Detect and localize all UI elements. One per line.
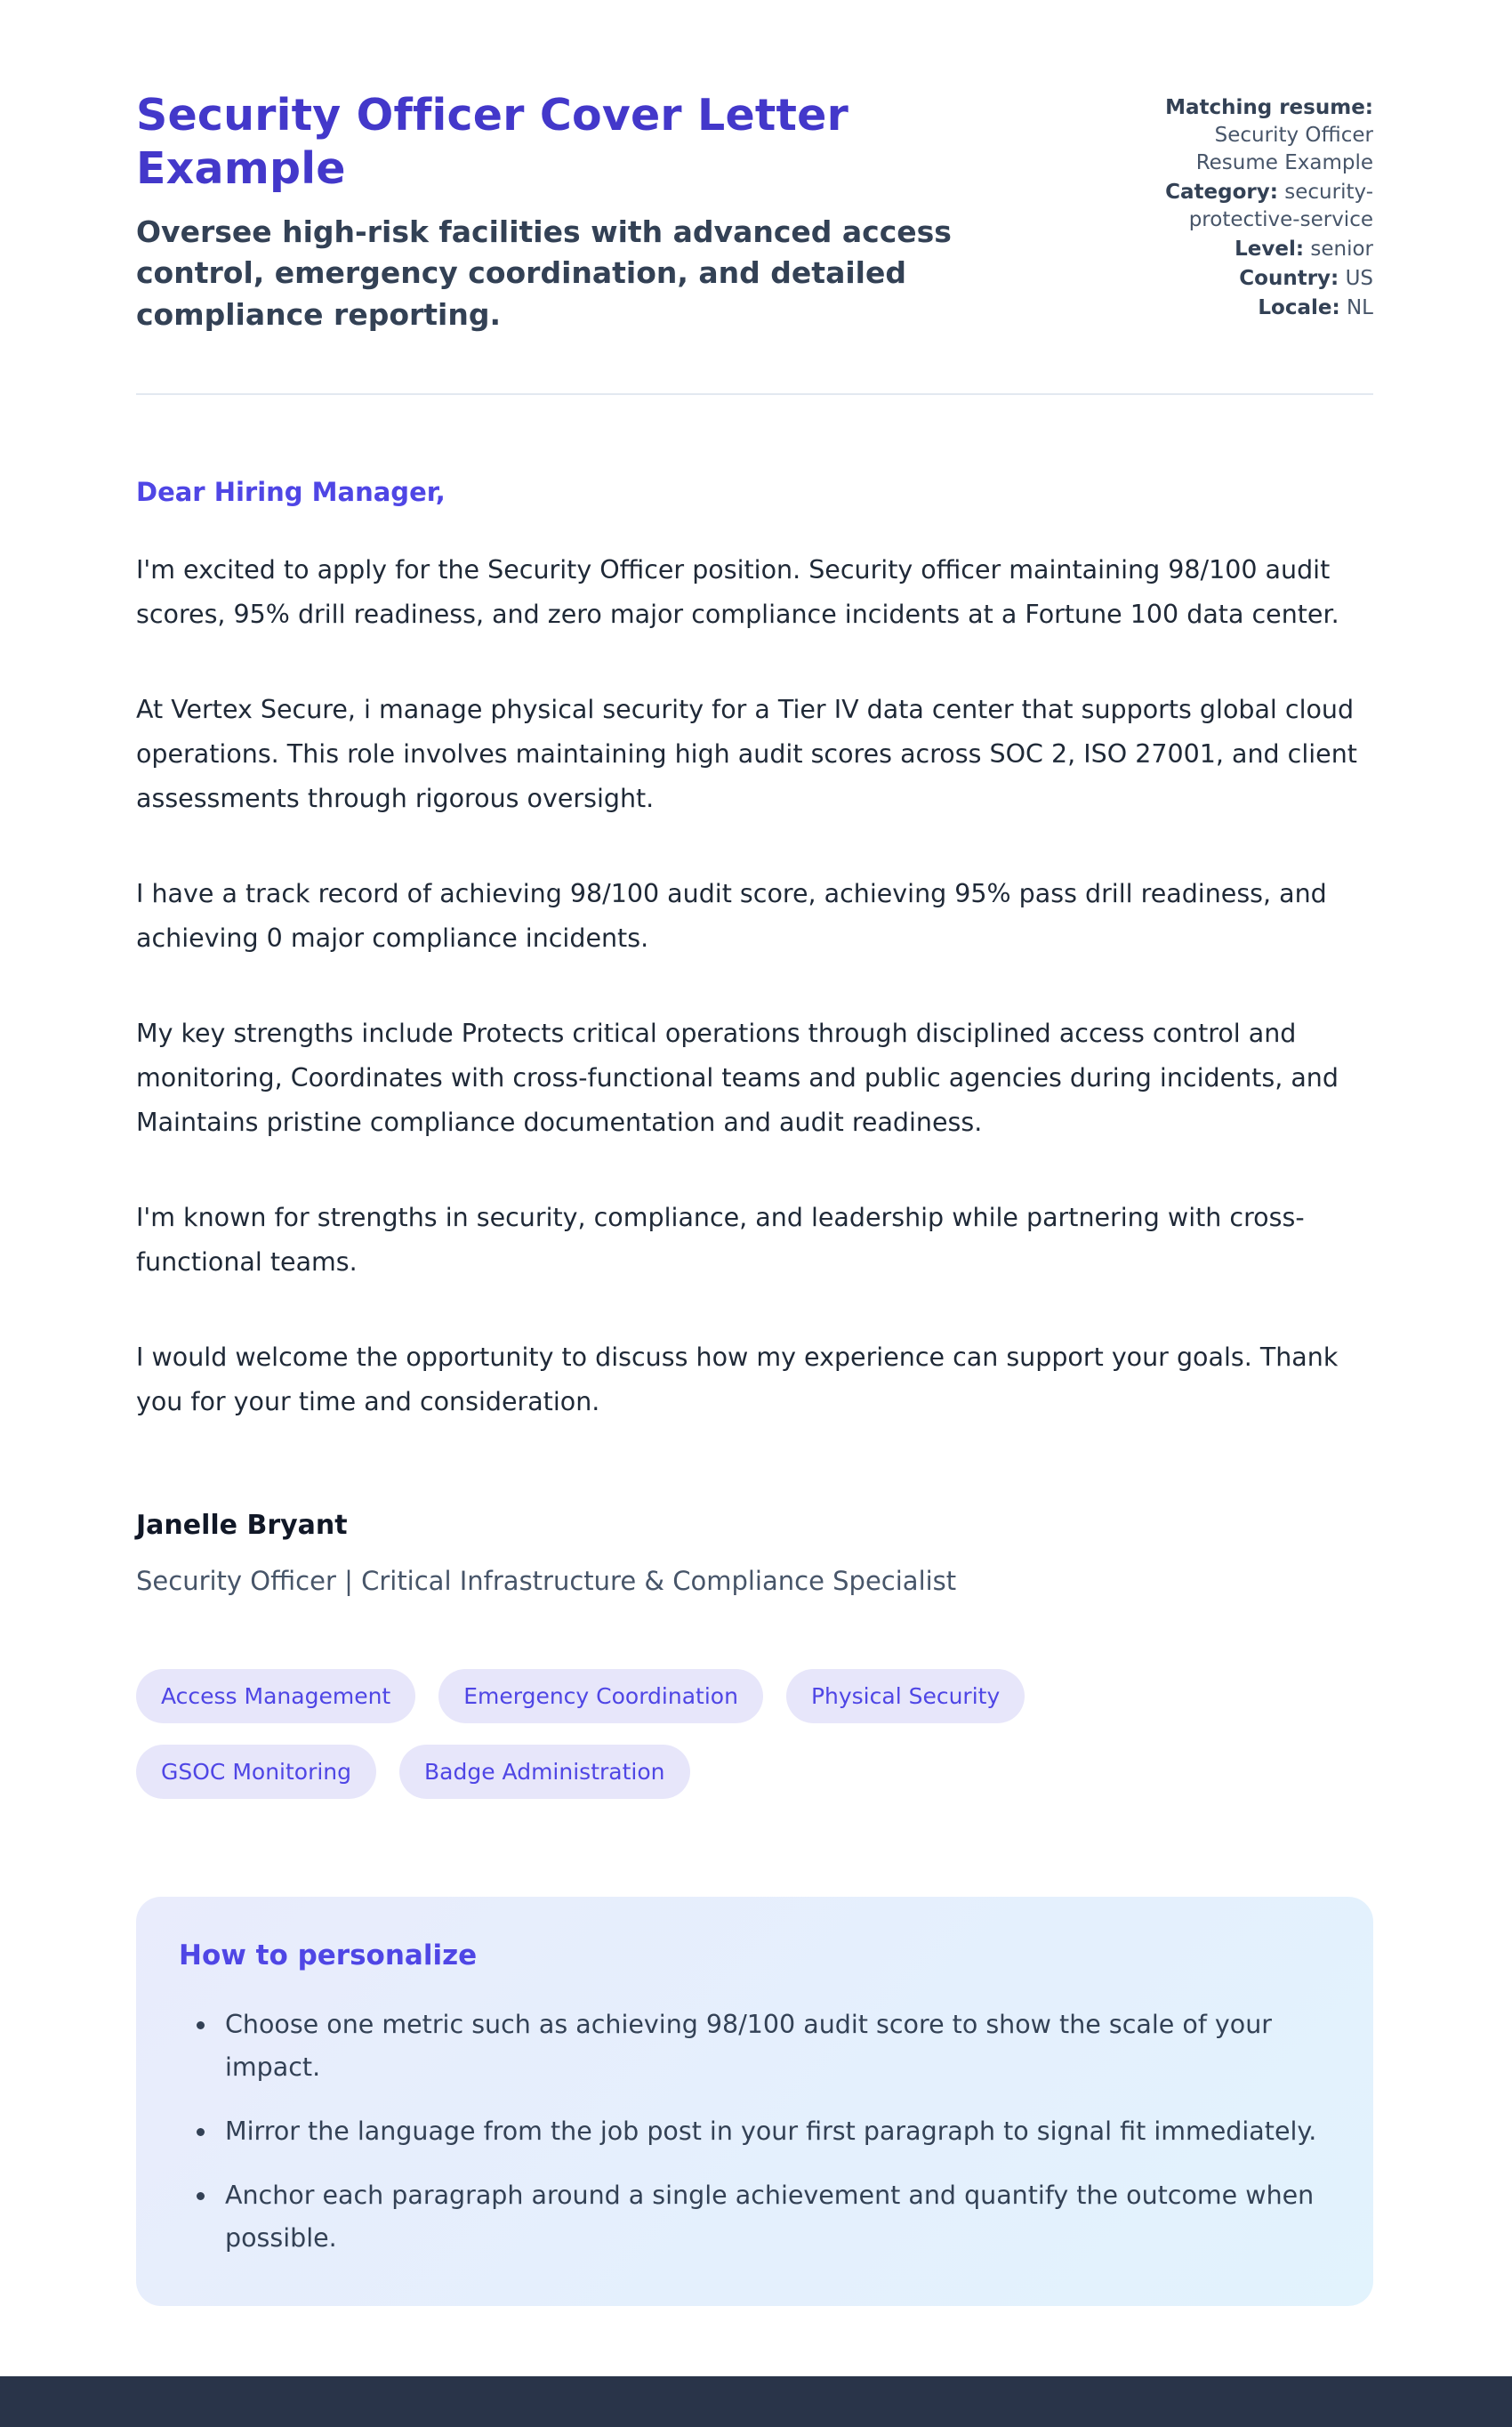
- meta-value: NL: [1346, 296, 1373, 320]
- personalize-tip: • Mirror the language from the job post in your first paragraph to signal fit immediately.: [218, 2110, 1327, 2153]
- meta-value: US: [1345, 267, 1373, 291]
- meta-category: [1146, 179, 1373, 234]
- personalize-title: How to personalize: [179, 1939, 478, 1972]
- meta-label: Level:: [1235, 238, 1305, 262]
- letter-paragraph: I'm known for strengths in security, compliance, and leadership while partnering with cross-functional teams.: [136, 1203, 1305, 1278]
- meta-value: Security Officer Resume Example: [1195, 124, 1373, 175]
- skill-tag: Badge Administration: [399, 1745, 689, 1799]
- meta-value: senior: [1310, 238, 1373, 262]
- meta-label: Locale:: [1258, 296, 1340, 320]
- footer-bar: [0, 2376, 1512, 2427]
- page-header: [136, 89, 1373, 336]
- page-title: Security Officer Cover Letter Example: [136, 90, 848, 194]
- letter-paragraph: I'm excited to apply for the Security Officer position. Security officer maintaining 98/100 audit scores, 95% drill readiness, and zero major compliance incidents at a Fortune 100 data center.: [136, 555, 1339, 630]
- personalize-tip-list: [175, 2004, 1327, 2260]
- meta-level: [1146, 236, 1373, 263]
- skill-tag: Emergency Coordination: [438, 1669, 763, 1723]
- page-subtitle: Oversee high-risk facilities with advanced access control, emergency coordination, and detailed compliance reporting.: [136, 214, 952, 333]
- skill-tag: GSOC Monitoring: [136, 1745, 376, 1799]
- personalize-tip: • Choose one metric such as achieving 98/100 audit score to show the scale of your impact.: [218, 2004, 1327, 2089]
- header-titles: [136, 89, 1017, 336]
- letter-paragraph: I would welcome the opportunity to discuss how my experience can support your goals. Thank you for your time and consideration.: [136, 1343, 1339, 1417]
- meta-country: [1146, 265, 1373, 293]
- personalize-tip: • Anchor each paragraph around a single achievement and quantify the outcome when possible.: [218, 2174, 1327, 2260]
- meta-value: security-protective-service: [1188, 181, 1373, 232]
- resume-meta: [1146, 89, 1373, 324]
- personalize-card: [136, 1897, 1373, 2306]
- letter-paragraph: I have a track record of achieving 98/100 audit score, achieving 95% pass drill readiness, and achieving 0 major compliance incidents.: [136, 879, 1327, 954]
- skill-tag: Physical Security: [786, 1669, 1025, 1723]
- meta-locale: [1146, 294, 1373, 322]
- letter-paragraph: At Vertex Secure, i manage physical security for a Tier IV data center that supports global cloud operations. This role involves maintaining high audit scores across SOC 2, ISO 27001, and client assessments through rigorous oversight.: [136, 695, 1357, 814]
- meta-label: Category:: [1165, 181, 1278, 205]
- skill-tag-list: [136, 1669, 1248, 1799]
- letter-paragraph: My key strengths include Protects critical operations through disciplined access control and monitoring, Coordinates with cross-functional teams and public agencies during incidents, and Maintains pristine compliance documentation and audit readiness.: [136, 1019, 1339, 1138]
- meta-label: Country:: [1239, 267, 1339, 291]
- signature-role: Security Officer | Critical Infrastructure & Compliance Specialist: [136, 1566, 957, 1597]
- cover-letter-body: [136, 477, 1373, 2306]
- signature-name: Janelle Bryant: [136, 1510, 348, 1542]
- header-divider: [136, 393, 1373, 395]
- meta-matching-resume: [1146, 94, 1373, 177]
- meta-label: Matching resume:: [1165, 96, 1373, 119]
- salutation: Dear Hiring Manager,: [136, 477, 446, 508]
- skill-tag: Access Management: [136, 1669, 415, 1723]
